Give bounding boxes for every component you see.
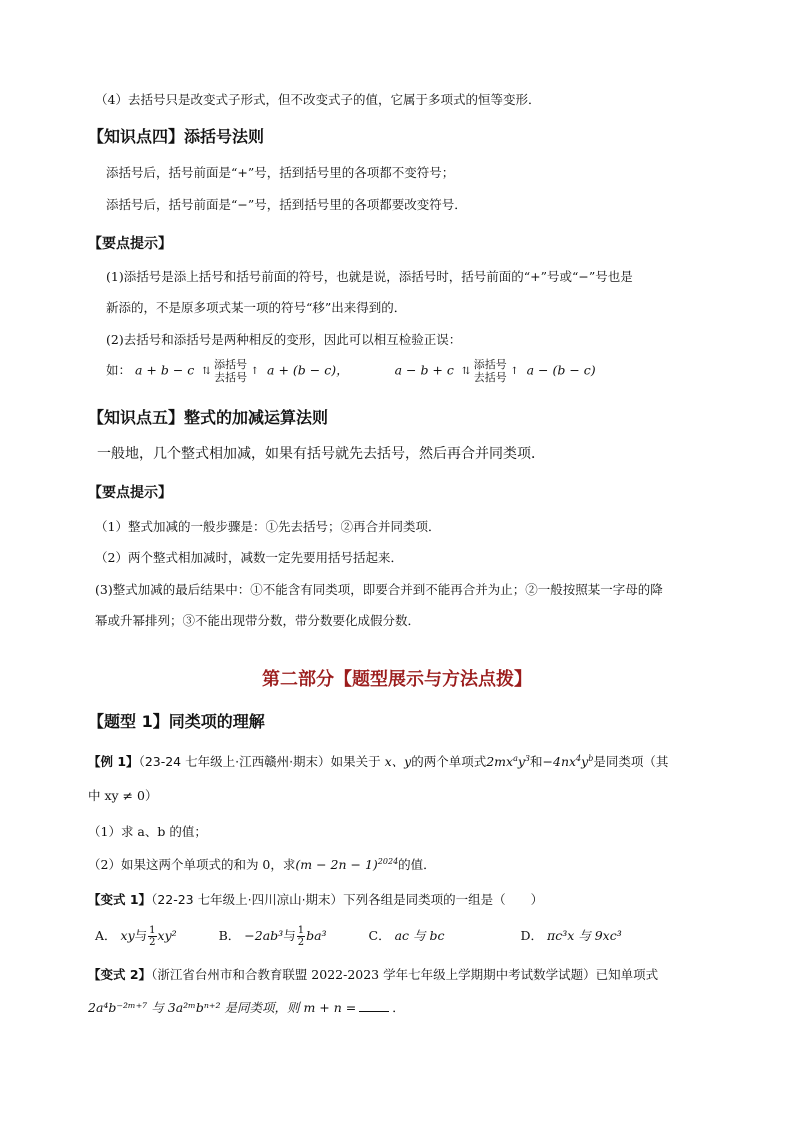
tips-title-2: 【要点提示】: [88, 485, 172, 501]
variant-1-text: 下列各组是同类项的一组是（ ）: [343, 892, 544, 907]
arrow-bottom-label: 去括号: [473, 371, 507, 384]
variant-1-options: [95, 925, 622, 948]
variant-2-tail: m + n =: [303, 1000, 357, 1015]
example-1-text: 是同类项（其: [593, 754, 669, 769]
kp4-rule-plus: 添括号后，括号前面是“+”号，括到括号里的各项都不变符号；: [106, 165, 455, 180]
tips1-line-3: (2)去括号和添括号是两种相反的变形，因此可以相互检验正误：: [106, 332, 462, 347]
tips2-line-1: （1）整式加减的一般步骤是：①先去括号；②再合并同类项．: [95, 519, 441, 534]
option-a-term: xy: [120, 928, 135, 943]
example-1-line-2: 中 xy ≠ 0）: [88, 788, 158, 803]
tips1-line-1: (1)添括号是添上括号和括号前面的符号，也就是说，添括号时，括号前面的“+”号或“−”号也是: [106, 269, 633, 284]
example-1-left: a + b − c: [135, 362, 195, 378]
example-1-vars: x、y: [384, 754, 412, 769]
option-b-term: −2ab³: [244, 928, 284, 943]
option-b-label: B．: [218, 928, 241, 943]
option-a-connector: 与: [134, 928, 148, 943]
type-1-title: 【题型 1】同类项的理解: [88, 712, 265, 731]
example-1-text: 和: [530, 754, 543, 769]
variant-2-line-1: [88, 965, 658, 983]
example-1-arrow: [202, 358, 259, 384]
kp5-rule: 一般地，几个整式相加减，如果有括号就先去括号，然后再合并同类项．: [97, 446, 545, 462]
example-prefix: 如：: [106, 362, 132, 378]
example-1-text: 的两个单项式: [411, 754, 487, 769]
arrow-top-label: 添括号: [473, 358, 507, 371]
variant-1-source: （22-23 七年级上·四川凉山·期末）: [151, 892, 344, 907]
tips1-line-2: 新添的，不是原多项式某一项的符号“移”出来得到的．: [106, 300, 407, 315]
example-1-text: 如果关于: [330, 754, 381, 769]
example-1-source: （23-24 七年级上·江西赣州·期末）: [138, 754, 331, 769]
fraction-half: $\frac{1}{2}$: [297, 925, 305, 948]
option-a-label: A．: [95, 928, 117, 943]
variant-2-end: ．: [392, 1000, 405, 1015]
variant-2-label: 【变式 2】: [88, 967, 152, 982]
arrow-top-label: 添括号: [214, 358, 248, 371]
variant-1-line: [88, 890, 543, 908]
knowledge-point-5-title: 【知识点五】整式的加减运算法则: [88, 408, 329, 427]
up-arrow-icon: ↑: [250, 365, 260, 377]
question-2-text: （2）如果这两个单项式的和为 0，求: [88, 857, 296, 872]
option-d-label: D．: [520, 928, 543, 943]
arrow-bottom-label: 去括号: [214, 371, 248, 384]
option-d-text: πc³x 与 9xc³: [546, 928, 622, 943]
variant-2-text: （浙江省台州市和合教育联盟 2022-2023 学年七年级上学期期中考试数学试题）已知单项式: [151, 967, 659, 982]
monomial-2: $-4nx^4y^b$: [542, 753, 594, 769]
option-c-text: ac 与 bc: [394, 928, 445, 943]
option-b-term: ba³: [306, 928, 327, 943]
kp4-rule-minus: 添括号后，括号前面是“−”号，括到括号里的各项都要改变符号．: [106, 197, 467, 212]
example-1-question-2: [88, 855, 436, 873]
tips1-example-row: [106, 358, 596, 384]
tips2-line-3: (3)整式加减的最后结果中：①不能含有同类项，即要合并到不能再合并为止；②一般按照某一字母的降: [95, 582, 663, 597]
example-1-right: a + (b − c)，: [267, 362, 349, 378]
knowledge-point-4-title: 【知识点四】添括号法则: [88, 127, 265, 146]
question-2-expression: $(m - 2n - 1)^{2024}$: [295, 856, 399, 872]
monomial-1: $2mx^ay^3$: [486, 753, 530, 769]
answer-blank[interactable]: [359, 999, 389, 1012]
tips2-line-2: （2）两个整式相加减时，减数一定先要用括号括起来．: [95, 550, 403, 565]
example-2-left: a − b + c: [394, 362, 454, 378]
swap-arrows-icon: ⇅: [202, 365, 211, 377]
variant-2-line-2: [88, 998, 405, 1016]
variant-1-label: 【变式 1】: [88, 892, 152, 907]
example-1-label: 【例 1】: [88, 754, 139, 769]
option-a-term: xy²: [157, 928, 177, 943]
example-1-line-1: [88, 752, 668, 770]
example-2-arrow: [462, 358, 519, 384]
option-c-label: C．: [368, 928, 391, 943]
example-1-question-1: （1）求 a、b 的值；: [88, 824, 207, 839]
tips2-line-4: 幂或升幂排列；③不能出现带分数，带分数要化成假分数．: [95, 613, 421, 628]
example-2-right: a − (b − c): [526, 362, 596, 378]
swap-arrows-icon: ⇅: [461, 365, 471, 377]
question-2-text: 的值．: [398, 857, 436, 872]
option-b-connector: 与: [283, 928, 296, 943]
up-arrow-icon: ↑: [510, 365, 519, 377]
variant-2-expression: 2a⁴b⁻²ᵐ⁺⁷ 与 3a²ᵐbⁿ⁺² 是同类项，则: [88, 1000, 300, 1015]
tips-title-1: 【要点提示】: [88, 236, 172, 252]
fraction-half: $\frac{1}{2}$: [149, 925, 156, 948]
section-2-title: 第二部分【题型展示与方法点拨】: [262, 669, 532, 690]
paragraph-bracket-note: （4）去括号只是改变式子形式，但不改变式子的值，它属于多项式的恒等变形．: [95, 92, 541, 107]
